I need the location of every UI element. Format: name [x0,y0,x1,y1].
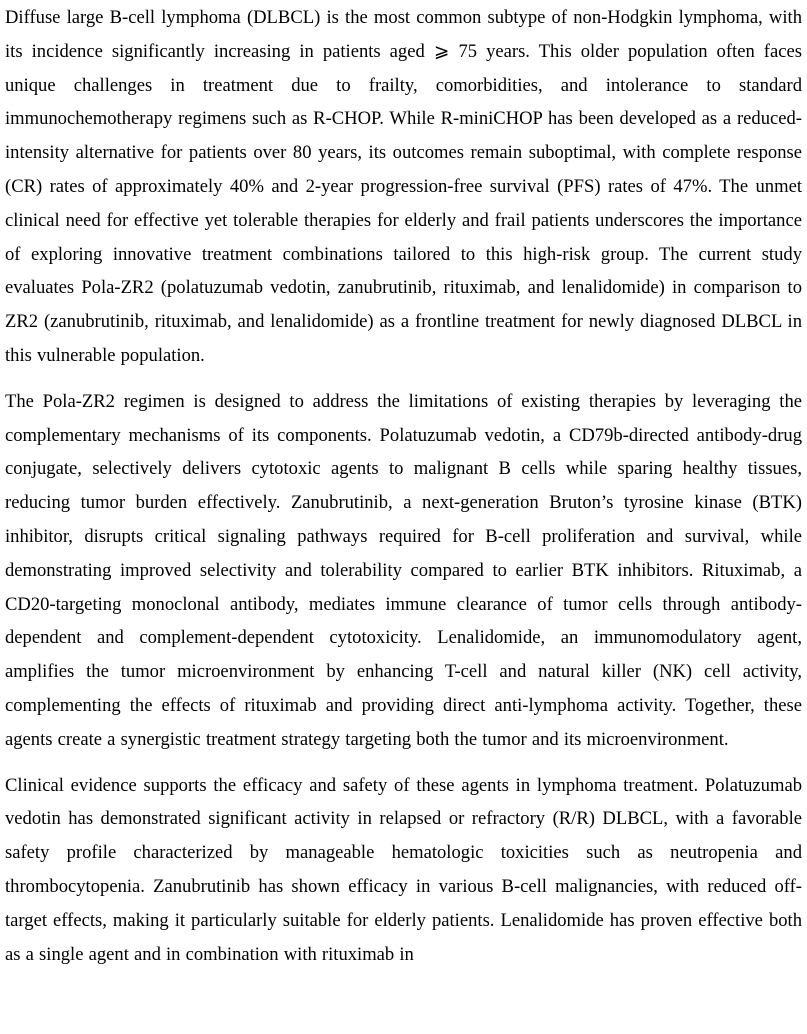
document-body [5,1,802,983]
paragraph-pola-zr2-mechanism: The Pola-ZR2 regimen is designed to address the limitations of existing therapies by leveraging the complementary mechanisms of its components. Polatuzumab vedotin, a CD79b-directed antibody-drug conjugate, selectively delivers cytotoxic agents to malignant B cells while sparing healthy tissues, reducing tumor burden effectively. Zanubrutinib, a next-generation Bruton’s tyrosine kinase (BTK) inhibitor, disrupts critical signaling pathways required for B-cell proliferation and survival, while demonstrating improved selectivity and tolerability compared to earlier BTK inhibitors. Rituximab, a CD20-targeting monoclonal antibody, mediates immune clearance of tumor cells through antibody-dependent and complement-dependent cytotoxicity. Lenalidomide, an immunomodulatory agent, amplifies the tumor microenvironment by enhancing T-cell and natural killer (NK) cell activity, complementing the effects of rituximab and providing direct anti-lymphoma activity. Together, these agents create a synergistic treatment strategy targeting both the tumor and its microenvironment. [5,390,802,750]
paragraph-dlbcl-elderly: Diffuse large B-cell lymphoma (DLBCL) is the most common subtype of non-Hodgkin lymphoma, with its incidence significantly increasing in patients aged ⩾ 75 years. This older population often faces unique challenges in treatment due to frailty, comorbidities, and intolerance to standard immunochemotherapy regimens such as R-CHOP. While R-miniCHOP has been developed as a reduced-intensity alternative for patients over 80 years, its outcomes remain suboptimal, with complete response (CR) rates of approximately 40% and 2-year progression-free survival (PFS) rates of 47%. The unmet clinical need for effective yet tolerable therapies for elderly and frail patients underscores the importance of exploring innovative treatment combinations tailored to this high-risk group. The current study evaluates Pola-ZR2 (polatuzumab vedotin, zanubrutinib, rituximab, and lenalidomide) in comparison to ZR2 (zanubrutinib, rituximab, and lenalidomide) as a frontline treatment for newly diagnosed DLBCL in this vulnerable population. [5,7,802,366]
paragraph-clinical-evidence: Clinical evidence supports the efficacy and safety of these agents in lymphoma treatment. Polatuzumab vedotin has demonstrated significant activity in relapsed or refractory (R/R) DLBCL, with a favorable safety profile characterized by manageable hematologic toxicities such as neutropenia and thrombocytopenia. Zanubrutinib has shown efficacy in various B-cell malignancies, with reduced off-target effects, making it particularly suitable for elderly patients. Lenalidomide has proven effective both as a single agent and in combination with rituximab in [5,774,802,965]
